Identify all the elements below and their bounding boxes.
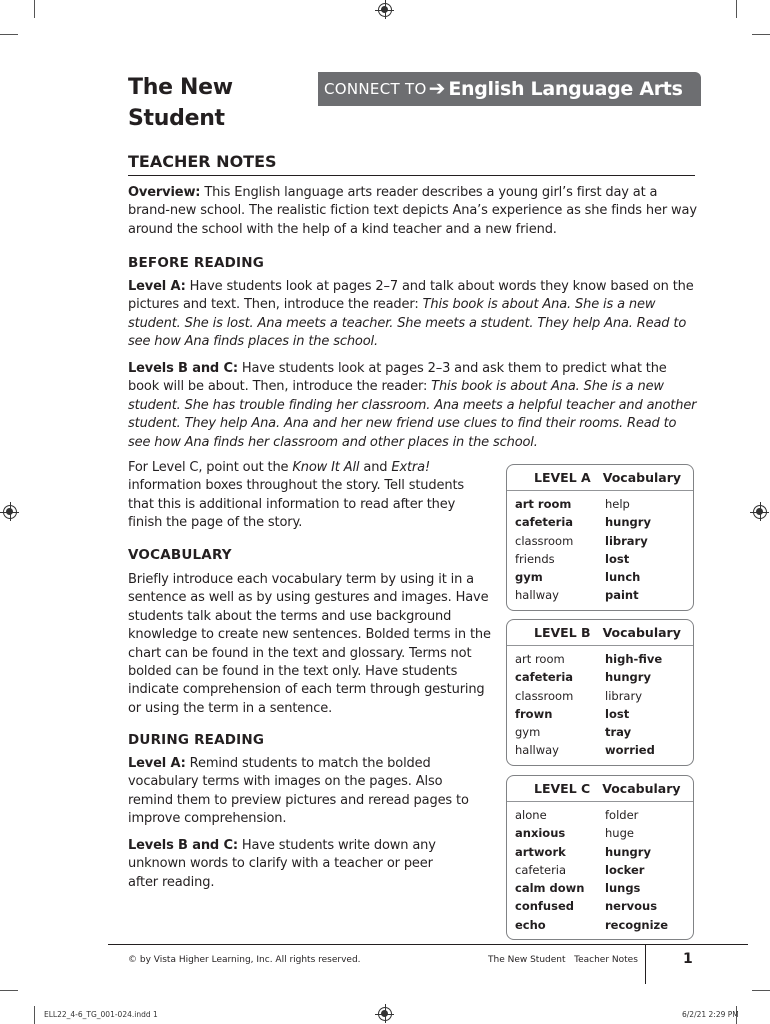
vocab-term: hungry — [605, 670, 651, 685]
arrow-right-icon: ➔ — [428, 76, 446, 100]
vocab-term: friends — [515, 551, 555, 566]
level-c-text: For Level C, point out the — [128, 460, 293, 475]
levels-bc-intro: This book is about Ana. She is a new student. She has trouble finding her classroom. Ana meets a helpful teacher and another student. They help Ana. Ana and her new friend use clues to find their rooms. Read to see how Ana finds her classroom and other places in the school. — [128, 379, 697, 450]
overview-text: This English language arts reader describes a young girl’s first day at a brand-new school. The realistic fiction text depicts Ana’s experience as she finds her way around the school with the help of a kind teacher and a new friend. — [128, 185, 697, 237]
level-a-text: Have students look at pages 2–7 and talk about words they know based on the pictures and text. Then, introduce the reader: — [128, 279, 694, 313]
levels-bc-text: Have students look at pages 2–3 and ask them to predict what the book will be about. Then, introduce the reader: — [128, 361, 667, 395]
level-c-know-it-all: Know It All — [292, 460, 360, 475]
level-a-label: Level A: — [128, 279, 186, 294]
level-a-text: Remind students to match the bolded vocabulary terms with images on the pages. Also remind them to preview pictures and reread pages to improve comprehension. — [128, 756, 469, 827]
level-c-extra: Extra! — [391, 460, 431, 475]
vocab-term: cafeteria — [515, 515, 574, 530]
vocab-level-label: LEVEL A — [534, 470, 591, 485]
vocab-grid — [507, 495, 693, 605]
crop-mark — [34, 1006, 35, 1024]
vocab-term: high-five — [605, 652, 663, 666]
levels-bc-label: Levels B and C: — [128, 838, 238, 853]
crop-mark — [752, 990, 770, 991]
vocab-term: frown — [515, 706, 553, 721]
levels-bc-text: Have students write down any unknown words to clarify with a teacher or peer after reading. — [128, 838, 436, 890]
vocab-label: Vocabulary — [602, 625, 681, 640]
section-heading-during-reading: DURING READING — [128, 732, 265, 748]
level-c-text: information boxes throughout the story. Tell students that this is additional information to read after they finish the page of the story. — [128, 478, 465, 531]
vocab-box-level-c — [506, 775, 694, 940]
footer-running-title — [488, 955, 638, 965]
section-heading-vocabulary: VOCABULARY — [128, 547, 232, 563]
vocab-box-level-a — [506, 464, 694, 611]
vocab-term: classroom — [515, 688, 574, 703]
vocab-term: artwork — [515, 844, 566, 859]
vocab-term: help — [605, 497, 630, 511]
vocab-term: classroom — [515, 533, 574, 548]
vocab-term: lunch — [605, 570, 641, 585]
vocab-term: echo — [515, 917, 546, 932]
vocab-term: library — [605, 533, 648, 548]
section-heading-teacher-notes: TEACHER NOTES — [128, 152, 695, 176]
vocab-term: nervous — [605, 899, 658, 914]
registration-mark-icon — [3, 505, 17, 519]
vocab-term: tray — [605, 725, 632, 740]
divider — [507, 645, 693, 646]
divider — [507, 490, 693, 491]
vocab-term: gym — [515, 725, 541, 740]
page-title — [128, 72, 298, 134]
crop-mark — [34, 0, 35, 18]
overview-paragraph — [128, 184, 698, 239]
level-c-text: and — [359, 460, 392, 475]
vocab-grid — [507, 650, 693, 760]
level-c-note — [128, 459, 484, 533]
slug-date: 6/2/21 2:29 PM — [682, 1010, 739, 1019]
crop-mark — [0, 990, 18, 991]
vocab-term: calm down — [515, 881, 585, 896]
vocab-term: hallway — [515, 743, 559, 758]
vocab-box-level-b — [506, 619, 694, 766]
during-reading-level-a — [128, 755, 490, 829]
vocab-term: worried — [605, 743, 655, 758]
section-heading-before-reading: BEFORE READING — [128, 255, 265, 271]
connect-subject: English Language Arts — [448, 78, 683, 100]
vocab-term: locker — [605, 862, 645, 877]
vocab-term: lost — [605, 551, 630, 566]
vocab-term: alone — [515, 808, 547, 822]
vocab-term: anxious — [515, 826, 566, 841]
vocab-term: confused — [515, 899, 574, 914]
levels-bc-label: Levels B and C: — [128, 361, 238, 376]
vocab-term: lost — [605, 706, 630, 721]
vocab-term: lungs — [605, 881, 641, 896]
overview-label: Overview: — [128, 185, 201, 200]
slug-filename: ELL22_4-6_TG_001-024.indd 1 — [44, 1010, 158, 1019]
vocab-term: cafeteria — [515, 862, 567, 877]
level-a-label: Level A: — [128, 756, 186, 771]
vocab-term: folder — [605, 808, 639, 822]
vocab-level-label: LEVEL B — [534, 625, 591, 640]
vocab-level-label: LEVEL C — [534, 781, 591, 796]
vocab-grid — [507, 806, 693, 934]
crop-mark — [752, 34, 770, 35]
vocab-label: Vocabulary — [602, 470, 682, 485]
crop-mark — [0, 34, 18, 35]
level-a-intro: This book is about Ana. She is a new student. She is lost. Ana meets a teacher. She meets a student. They help Ana. Read to see how Ana finds places in the school. — [128, 297, 687, 350]
registration-mark-icon — [753, 505, 767, 519]
footer-book-title: The New Student — [488, 955, 566, 965]
vocab-label: Vocabulary — [602, 781, 681, 796]
vocab-term: cafeteria — [515, 670, 574, 685]
divider — [507, 801, 693, 802]
vocab-term: paint — [605, 588, 639, 603]
footer-copyright: © by Vista Higher Learning, Inc. All rights reserved. — [128, 955, 361, 965]
vocab-term: recognize — [605, 917, 669, 932]
vocab-term: hungry — [605, 844, 651, 859]
footer-section: Teacher Notes — [574, 955, 638, 965]
footer-divider-vertical — [645, 944, 646, 984]
page-number: 1 — [683, 951, 693, 967]
connect-banner — [318, 72, 701, 106]
before-reading-level-a — [128, 278, 698, 352]
title-line-2: Student — [128, 106, 225, 131]
vocab-term: hallway — [515, 588, 559, 603]
footer-divider — [108, 944, 748, 945]
registration-mark-icon — [378, 3, 392, 17]
during-reading-levels-bc — [128, 837, 460, 892]
vocab-term: library — [605, 688, 642, 703]
registration-mark-icon — [378, 1007, 392, 1021]
vocab-term: gym — [515, 570, 543, 585]
title-line-1: The New — [128, 75, 233, 100]
connect-prefix: CONNECT TO — [324, 80, 427, 98]
vocab-term: art room — [515, 497, 572, 511]
before-reading-levels-bc — [128, 360, 698, 452]
vocab-term: art room — [515, 652, 565, 666]
vocabulary-paragraph: Briefly introduce each vocabulary term by using it in a sentence as well as by using gestures and images. Have students talk about the terms and use background knowledge to create new sentences. Bolded terms in the chart can be found in the text and glossary. Terms not bolded can be found in the text only. Have students indicate comprehension of each term through gesturing or using the term in a sentence. — [128, 572, 491, 716]
vocab-term: hungry — [605, 515, 651, 530]
vocab-term: huge — [605, 826, 634, 841]
crop-mark — [736, 0, 737, 18]
